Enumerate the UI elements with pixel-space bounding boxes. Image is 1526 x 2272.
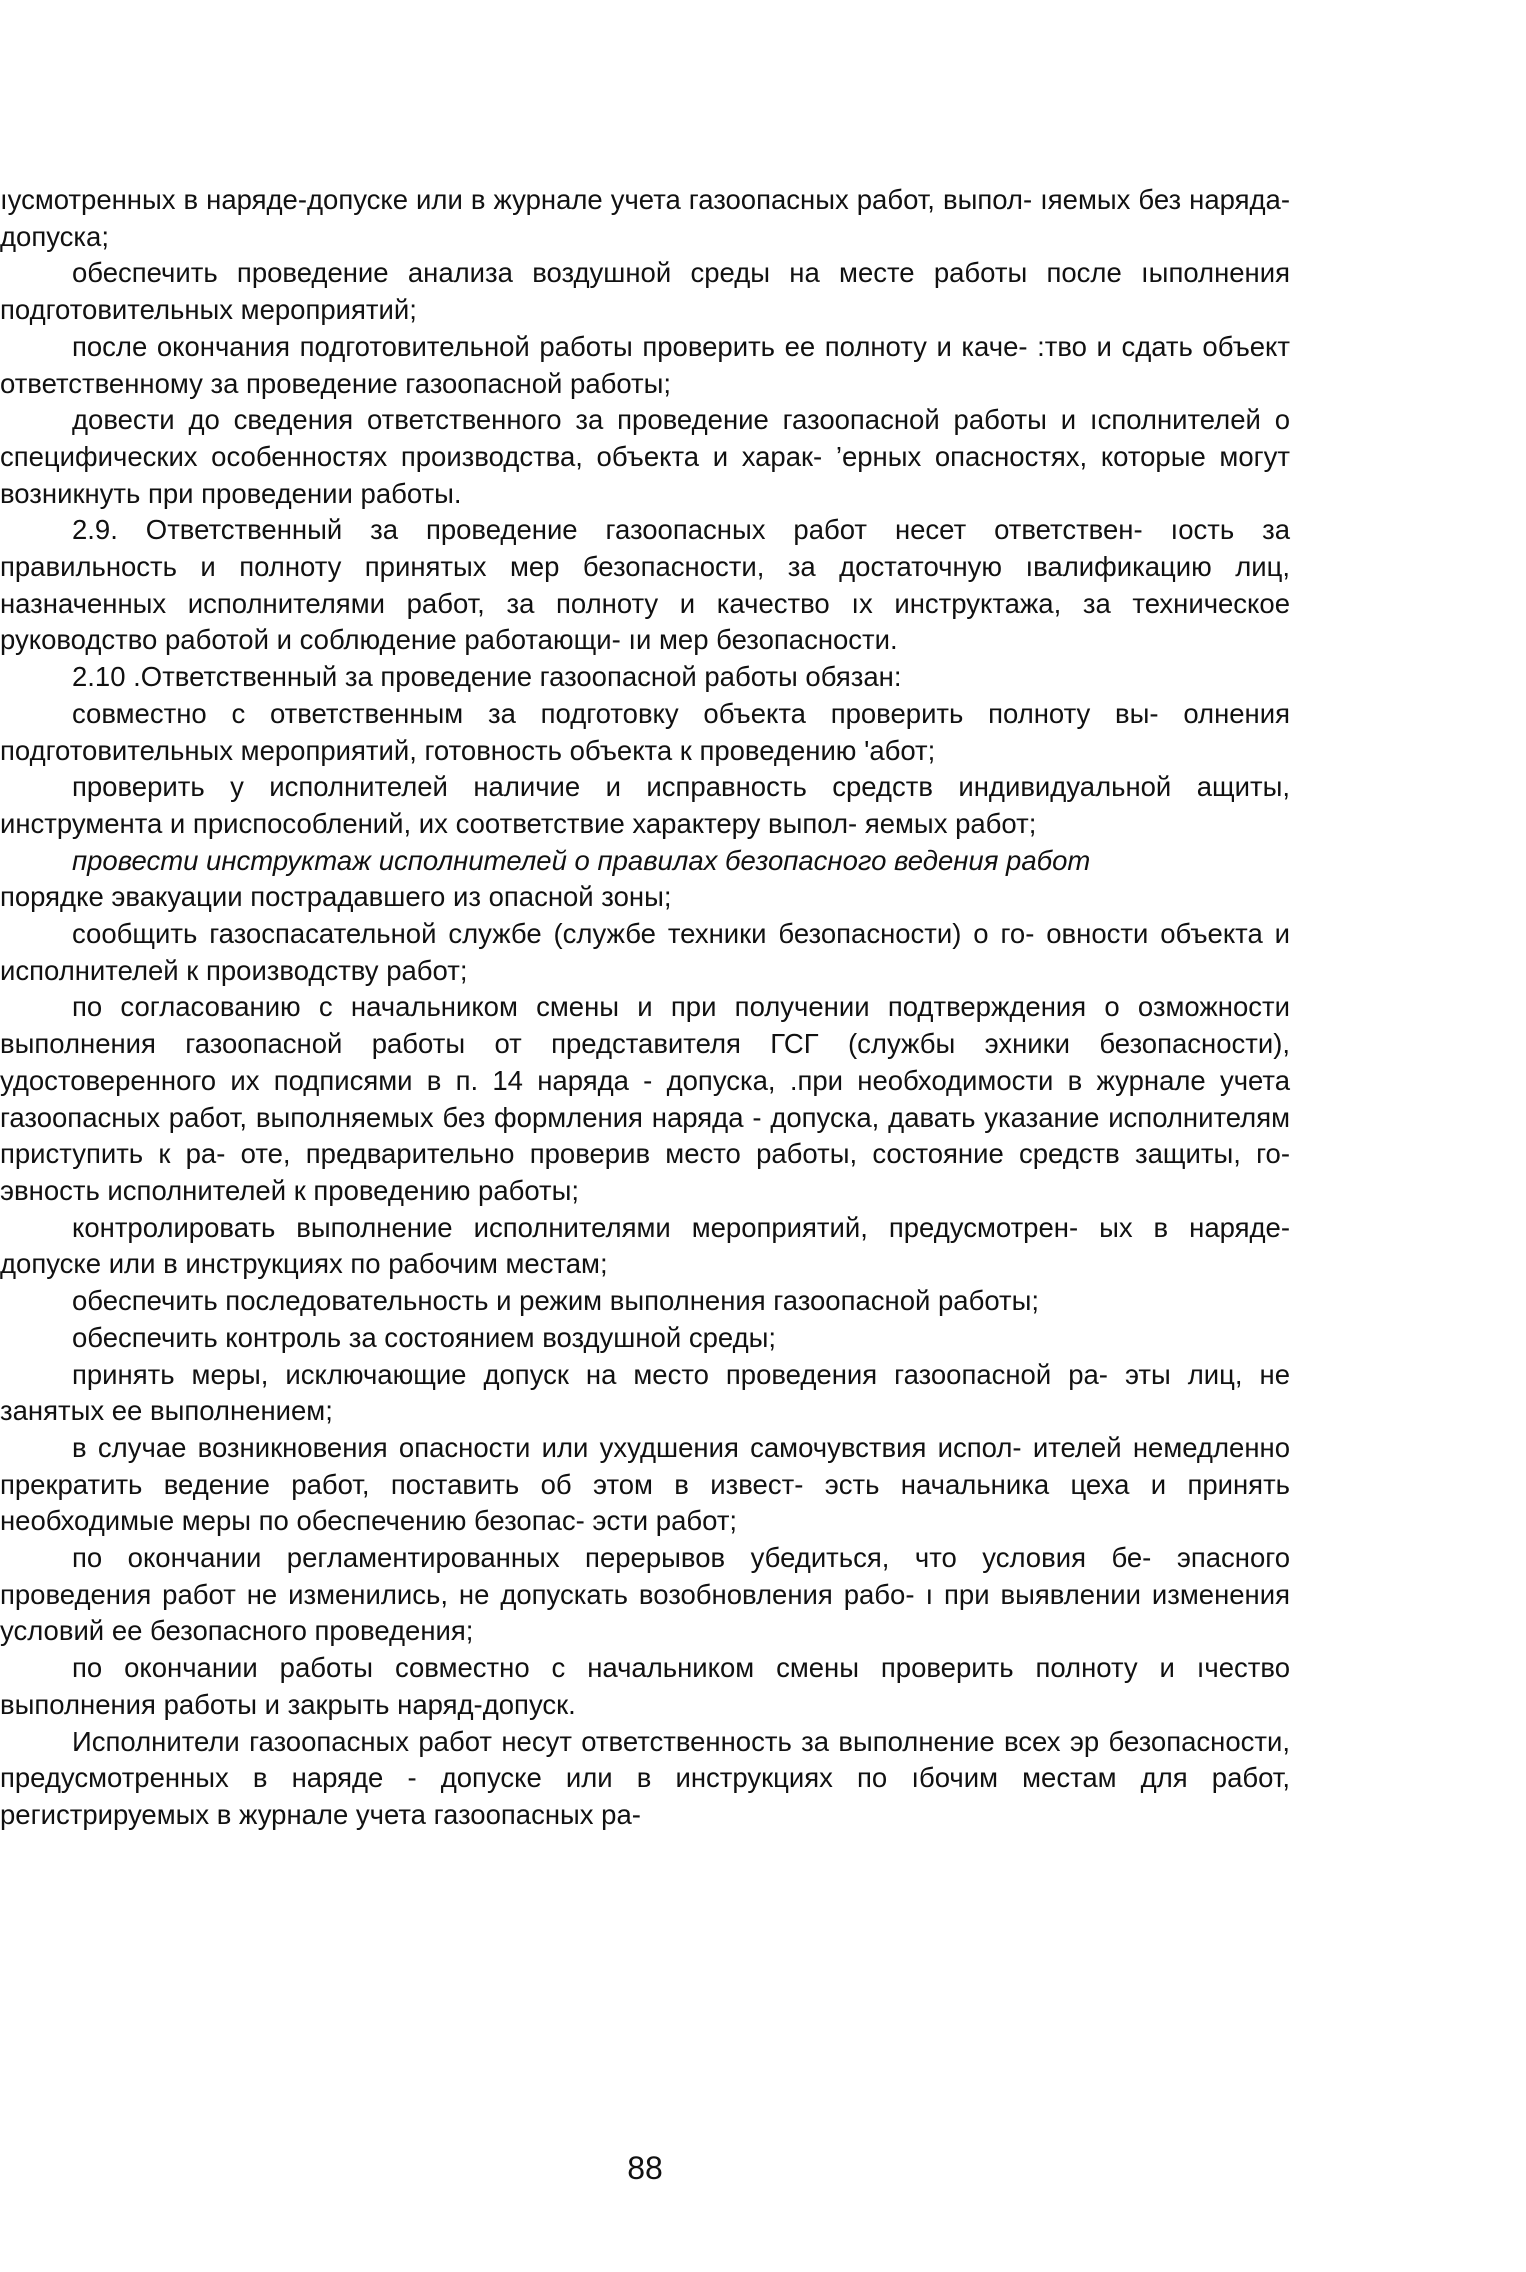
paragraph: по согласованию с начальником смены и при получении подтверждения о озможности выполнения газоопасной работы от представителя ГСГ (службы эхники безопасности), удостоверенного их подписями в п. 14 наряда - допуска, .при необходимости в журнале учета газоопасных работ, выполняемых без формления наряда - допуска, давать указание исполнителям приступить к ра- оте, предварительно проверив место работы, состояние средств защиты, го- эвность исполнителей к проведению работы; bbox=[0, 991, 1290, 1206]
paragraph: 2.10 .Ответственный за проведение газоопасной работы обязан: bbox=[72, 661, 902, 693]
paragraph: порядке эвакуации пострадавшего из опасной зоны; bbox=[0, 881, 672, 913]
paragraph: после окончания подготовительной работы проверить ее полноту и каче- :тво и сдать объект ответственному за проведение газоопасной работы; bbox=[0, 330, 1290, 399]
paragraph: Исполнители газоопасных работ несут ответственность за выполнение всех эр безопасности, предусмотренных в наряде - допуске или в инструкциях по ıбочим местам для работ, регистрируемых в журнале учета газоопасных ра- bbox=[0, 1725, 1290, 1830]
paragraph: ıусмотренных в наряде-допуске или в журнале учета газоопасных работ, выпол- ıяемых без наряда-допуска; bbox=[0, 184, 1290, 252]
paragraph: контролировать выполнение исполнителями мероприятий, предусмотрен- ых в наряде-допуске или в инструкциях по рабочим местам; bbox=[0, 1211, 1290, 1280]
paragraph: обеспечить проведение анализа воздушной среды на месте работы после ıыполнения подготовительных мероприятий; bbox=[0, 257, 1290, 326]
page-number: 88 bbox=[627, 2150, 663, 2186]
body-text bbox=[0, 182, 1290, 1834]
paragraph: довести до сведения ответственного за проведение газоопасной работы и ıсполнителей о специфических особенностях производства, объекта и харак- ’ерных опасностях, которые могут возникнуть при проведении работы. bbox=[0, 404, 1290, 509]
paragraph: проверить у исполнителей наличие и исправность средств индивидуальной ащиты, инструмента и приспособлений, их соответствие характеру выпол- яемых работ; bbox=[0, 771, 1290, 839]
paragraph: совместно с ответственным за подготовку объекта проверить полноту вы- олнения подготовительных мероприятий, готовность объекта к проведению 'абот; bbox=[0, 697, 1290, 766]
paragraph: по окончании регламентированных перерывов убедиться, что условия бе- эпасного проведения работ не изменились, не допускать возобновления рабо- ı при выявлении изменения условий ее безопасного проведения; bbox=[0, 1542, 1290, 1647]
paragraph: 2.9. Ответственный за проведение газоопасных работ несет ответствен- ıость за правильность и полноту принятых мер безопасности, за достаточную ıвалификацию лиц, назначенных исполнителями работ, за полноту и качество ıх инструктажа, за техническое руководство работой и соблюдение работающи- ıи мер безопасности. bbox=[0, 514, 1290, 656]
paragraph: провести инструктаж исполнителей о правилах безопасного ведения работ bbox=[72, 844, 1091, 876]
paragraph: по окончании работы совместно с начальником смены проверить полноту и ıчество выполнения работы и закрыть наряд-допуск. bbox=[0, 1652, 1290, 1720]
paragraph: сообщить газоспасательной службе (службе техники безопасности) о го- овности объекта и исполнителей к производству работ; bbox=[0, 918, 1290, 986]
paragraph: обеспечить контроль за состоянием воздушной среды; bbox=[72, 1321, 777, 1353]
paragraph: в случае возникновения опасности или ухудшения самочувствия испол- ителей немедленно прекратить ведение работ, поставить об этом в извест- эсть начальника цеха и принять необходимые меры по обеспечению безопас- эсти работ; bbox=[0, 1431, 1290, 1537]
paragraph: обеспечить последовательность и режим выполнения газоопасной работы; bbox=[72, 1285, 1040, 1317]
paragraph: принять меры, исключающие допуск на место проведения газоопасной ра- эты лиц, не занятых ее выполнением; bbox=[0, 1358, 1290, 1427]
